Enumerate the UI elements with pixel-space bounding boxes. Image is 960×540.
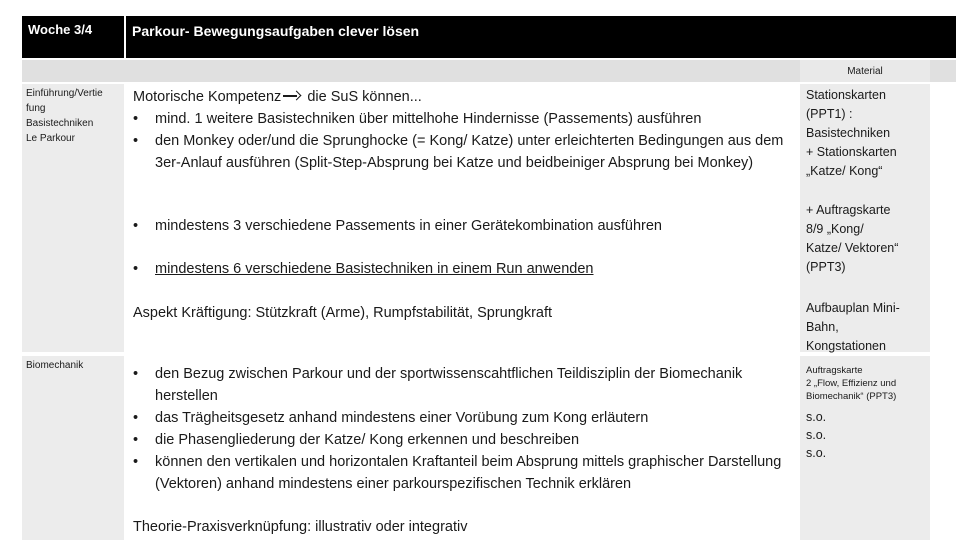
- bio-block: [133, 363, 793, 495]
- bio-bullet: • das Trägheitsgesetz anhand mindestens einer Vorübung zum Kong erläutern: [133, 407, 793, 429]
- material-line: Bahn,: [806, 320, 839, 334]
- aspect-line: Aspekt Kräftigung: Stützkraft (Arme), Rumpfstabilität, Sprungkraft: [133, 305, 553, 321]
- left-line: Le Parkour: [26, 133, 75, 144]
- motor-block: [133, 86, 793, 174]
- material-label: Material: [847, 65, 883, 77]
- material-line: + Auftragskarte: [806, 203, 891, 217]
- material-4: [806, 364, 924, 403]
- title-header: [126, 16, 956, 58]
- left-bio-label: Biomechanik: [26, 360, 84, 371]
- material-line: s.o.: [806, 410, 827, 424]
- motor-intro: [133, 86, 793, 108]
- material-line: 8/9 „Kong/: [806, 222, 864, 236]
- material-line: s.o.: [806, 428, 827, 442]
- motor-bullet: • den Monkey oder/und die Sprunghocke (= Kong/ Katze) unter erleichterten Bedingungen aus dem 3er-Anlauf ausführen (Split-Step-Absprung bei Katze und beidbeiniger Absprung bei Monkey): [133, 130, 793, 174]
- bio-bullet: • die Phasengliederung der Katze/ Kong erkennen und beschreiben: [133, 429, 793, 451]
- material-line: Auftragskarte: [806, 365, 863, 376]
- motor-bullet: • mind. 1 weitere Basistechniken über mittelhohe Hindernisse (Passements) ausführen: [133, 108, 793, 130]
- bio-bullet: • können den vertikalen und horizontalen Kraftanteil beim Absprung mittels graphischer Darstellung (Vektoren) anhand mindestens einer parkourspezifischen Technik erklären: [133, 451, 793, 495]
- material-line: s.o.: [806, 446, 827, 460]
- motor-intro-b: die SuS können...: [303, 89, 422, 105]
- material-line: „Katze/ Kong“: [806, 164, 883, 178]
- theory-line: Theorie-Praxisverknüpfung: illustrativ oder integrativ: [133, 519, 468, 535]
- week-label: Woche 3/4: [28, 22, 93, 37]
- motor-bullet-4-block: [133, 258, 793, 280]
- material-5: [806, 408, 924, 462]
- motor-bullet-3-block: [133, 215, 793, 237]
- material-header: [800, 60, 930, 82]
- left-line: fung: [26, 103, 46, 114]
- material-line: Stationskarten: [806, 88, 886, 102]
- material-line: Katze/ Vektoren“: [806, 241, 899, 255]
- week-header: [22, 16, 124, 58]
- material-1: [806, 86, 924, 181]
- left-column-bio: [22, 356, 124, 540]
- material-line: Biomechanik“ (PPT3): [806, 391, 897, 402]
- motor-bullet: • mindestens 6 verschiedene Basistechniken in einem Run anwenden: [133, 258, 793, 280]
- arrow-right-icon: [283, 91, 301, 101]
- motor-intro-a: Motorische Kompetenz: [133, 89, 282, 105]
- material-line: 2 „Flow, Effizienz und: [806, 378, 897, 389]
- motor-bullet: • mindestens 3 verschiedene Passements in einer Gerätekombination ausführen: [133, 215, 793, 237]
- left-line: Einführung/Vertie: [26, 88, 103, 99]
- material-line: + Stationskarten: [806, 145, 897, 159]
- material-line: Basistechniken: [806, 126, 891, 140]
- material-3: [806, 299, 924, 356]
- material-line: Kongstationen: [806, 339, 886, 353]
- left-column-intro: [22, 84, 124, 352]
- material-line: (PPT3): [806, 260, 846, 274]
- material-2: [806, 201, 924, 277]
- page-title: Parkour- Bewegungsaufgaben clever lösen: [132, 23, 420, 39]
- bio-bullet: • den Bezug zwischen Parkour und der sportwissenscahtflichen Teildisziplin der Biomechanik herstellen: [133, 363, 793, 407]
- left-line: Basistechniken: [26, 118, 94, 129]
- material-line: (PPT1) :: [806, 107, 853, 121]
- material-line: Aufbauplan Mini-: [806, 301, 900, 315]
